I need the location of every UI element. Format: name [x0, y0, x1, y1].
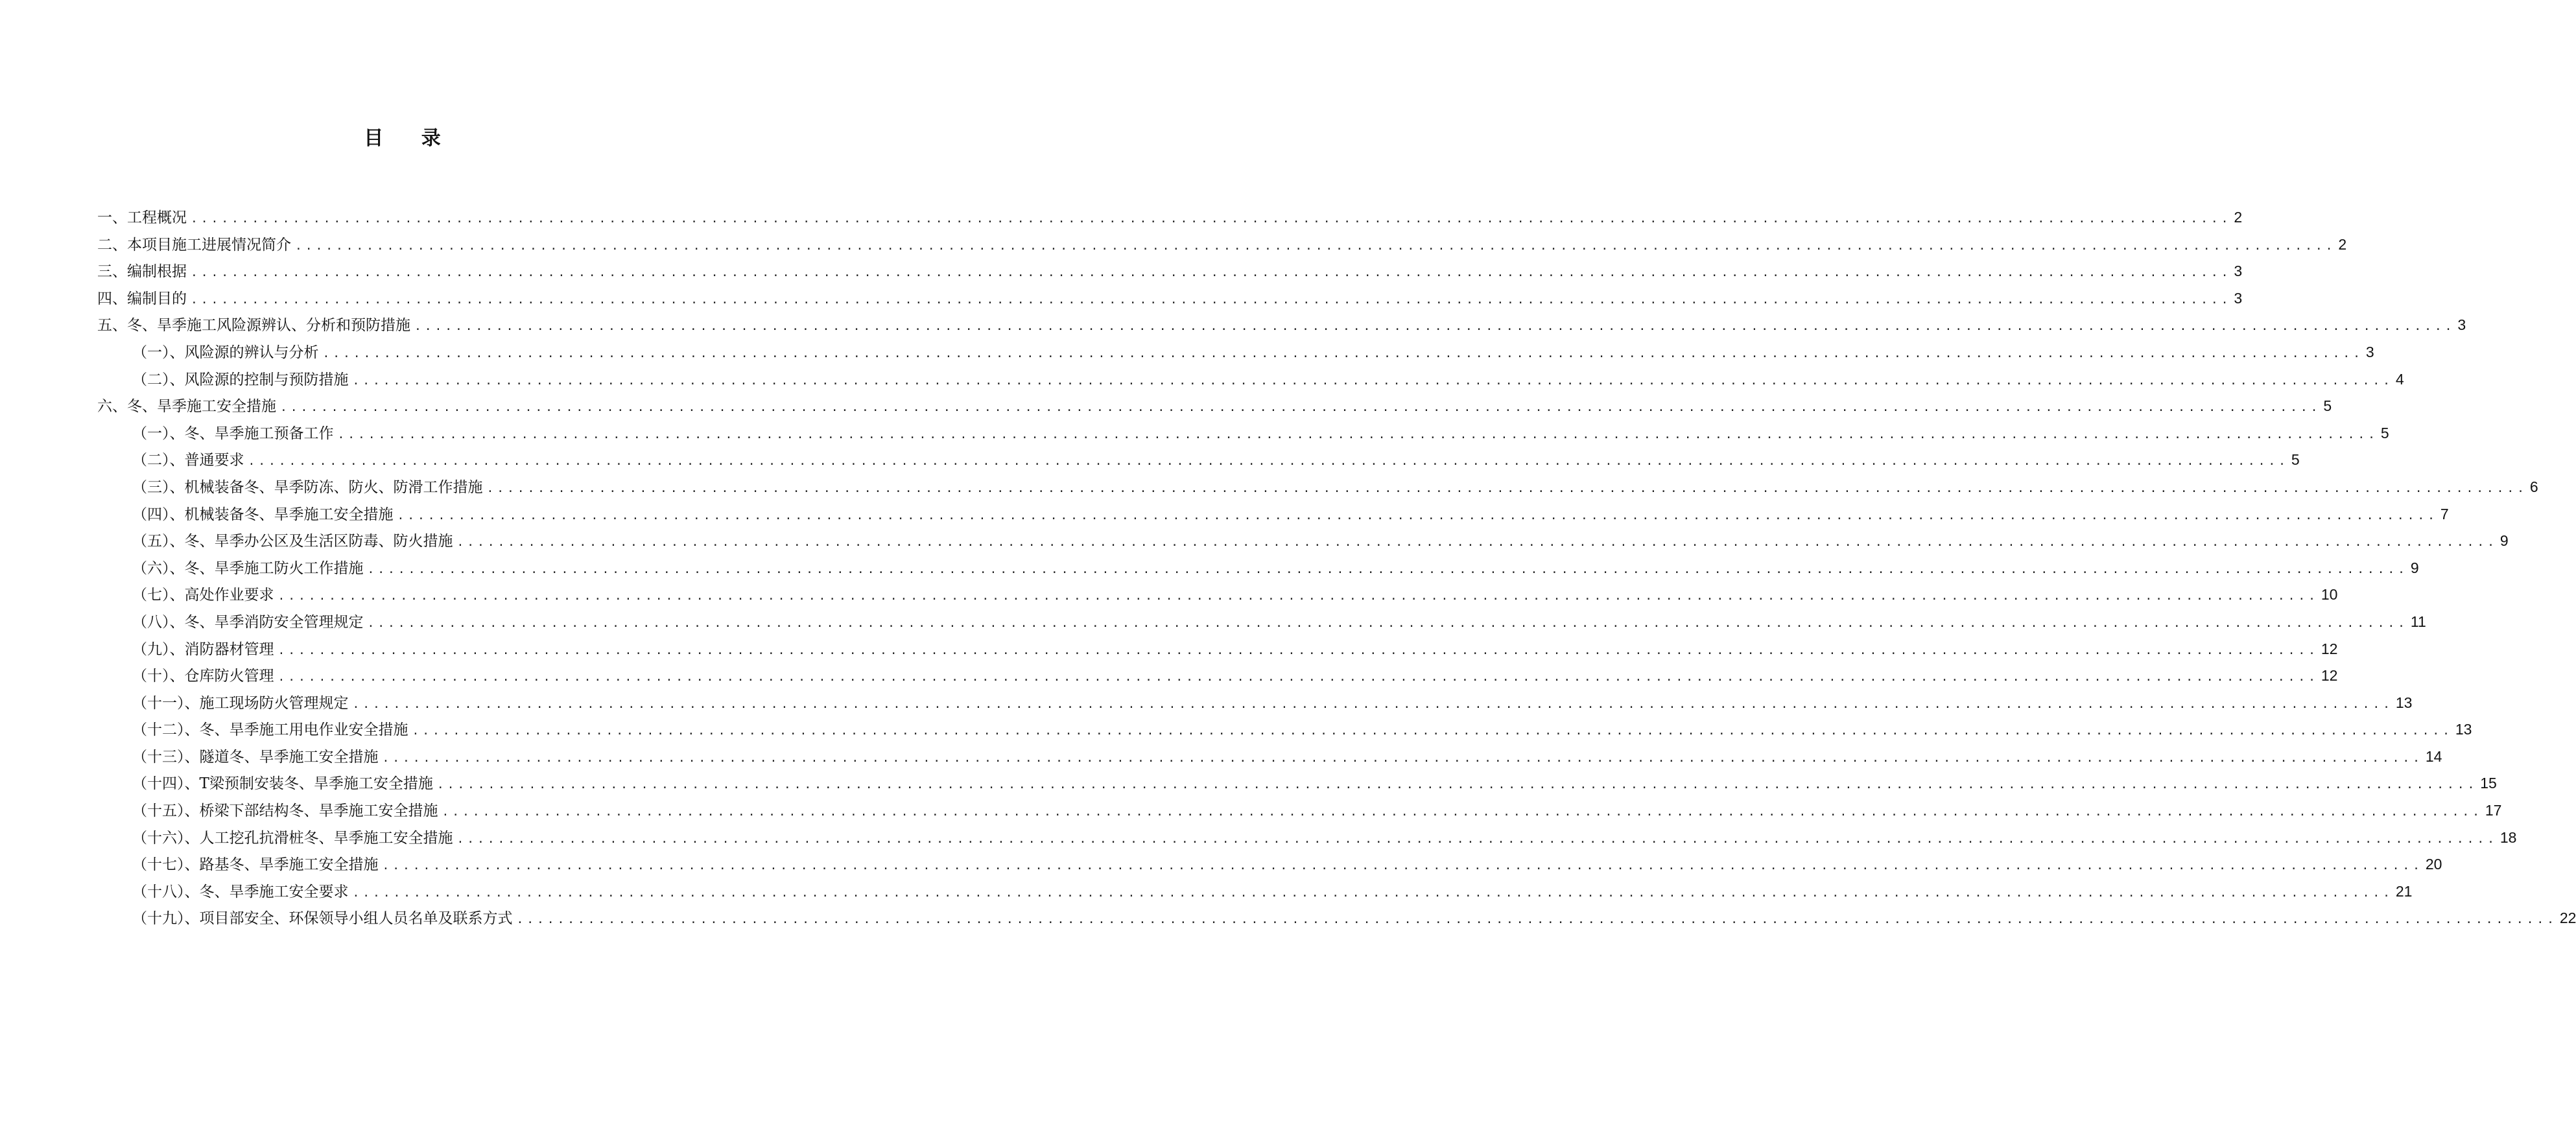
toc-entry-label: （十一）、施工现场防火管理规定	[132, 694, 349, 712]
toc-entry-page-number: 2	[2338, 235, 2347, 253]
toc-entry-label: 四、编制目的	[97, 290, 187, 307]
toc-entry-page-number: 9	[2499, 532, 2509, 550]
page-title: 目 录	[364, 127, 456, 150]
toc-entry[interactable]	[97, 609, 2426, 636]
toc-entry-label: （一）、风险源的辨认与分析	[132, 344, 319, 361]
toc-entry[interactable]	[97, 285, 2243, 312]
toc-entry-page-number: 6	[2529, 478, 2538, 495]
toc-entry[interactable]	[97, 581, 2338, 609]
toc-entry-page-number: 5	[2291, 451, 2300, 469]
toc-entry[interactable]	[97, 690, 2413, 717]
dot-leader: ........................................................................................................................................................................................................	[278, 589, 2319, 604]
toc-entry-label: （十六）、人工挖孔抗滑桩冬、旱季施工安全措施	[132, 829, 453, 847]
dot-leader: ........................................................................................................................................................................................................	[442, 805, 2483, 819]
toc-entry-page-number: 3	[2457, 316, 2466, 334]
toc-entry-label: （三）、机械装备冬、旱季防冻、防火、防滑工作措施	[132, 478, 483, 496]
toc-entry-label: 三、编制根据	[97, 263, 187, 281]
dot-leader: ........................................................................................................................................................................................................	[382, 751, 2423, 765]
toc-entry-label: （十八）、冬、旱季施工安全要求	[132, 883, 349, 900]
dot-leader: ........................................................................................................................................................................................................	[456, 535, 2498, 550]
toc-entry-label: （七）、高处作业要求	[132, 587, 274, 604]
toc-entry-page-number: 13	[2455, 721, 2472, 738]
toc-entry-label: （九）、消防器材管理	[132, 640, 274, 658]
dot-leader: ........................................................................................................................................................................................................	[278, 643, 2319, 657]
toc-entry-label: （十）、仓库防火管理	[132, 668, 274, 685]
toc-entry[interactable]	[97, 744, 2442, 771]
toc-entry-page-number: 5	[2323, 397, 2332, 415]
toc-entry-page-number: 20	[2425, 856, 2442, 873]
dot-leader: ........................................................................................................................................................................................................	[191, 266, 2232, 280]
toc-entry[interactable]	[97, 555, 2419, 582]
toc-entry-label: （十九）、项目部安全、环保领导小组人员名单及联系方式	[132, 910, 513, 928]
dot-leader: ........................................................................................................................................................................................................	[397, 508, 2438, 522]
toc-entry[interactable]	[97, 636, 2338, 663]
dot-leader: ........................................................................................................................................................................................................	[436, 778, 2478, 792]
toc-entry[interactable]	[97, 662, 2338, 690]
dot-leader: ........................................................................................................................................................................................................	[248, 454, 2289, 469]
toc-entry-label: （二）、风险源的控制与预防措施	[132, 371, 349, 388]
toc-entry-page-number: 13	[2395, 694, 2413, 711]
toc-entry-label: （十二）、冬、旱季施工用电作业安全措施	[132, 721, 408, 739]
toc-entry[interactable]	[97, 447, 2300, 474]
toc-entry-label: （一）、冬、旱季施工预备工作	[132, 425, 334, 442]
toc-entry[interactable]	[97, 231, 2347, 259]
toc-entry-page-number: 3	[2365, 343, 2374, 360]
toc-entry-label: （八）、冬、旱季消防安全管理规定	[132, 613, 364, 631]
toc-entry-page-number: 15	[2480, 775, 2497, 792]
dot-leader: ........................................................................................................................................................................................................	[322, 346, 2363, 360]
toc-entry-label: （十三）、隧道冬、旱季施工安全措施	[132, 748, 379, 766]
toc-entry[interactable]	[97, 716, 2472, 744]
toc-entry[interactable]	[97, 528, 2509, 555]
toc-entry-page-number: 14	[2425, 747, 2442, 765]
toc-entry-label: （十五）、桥梁下部结构冬、旱季施工安全措施	[132, 803, 438, 820]
toc-entry-page-number: 12	[2321, 640, 2338, 657]
dot-leader: ........................................................................................................................................................................................................	[337, 427, 2378, 441]
dot-leader: ........................................................................................................................................................................................................	[191, 292, 2232, 307]
dot-leader: ........................................................................................................................................................................................................	[191, 212, 2232, 226]
toc-entry-page-number: 9	[2410, 559, 2419, 576]
dot-leader: ........................................................................................................................................................................................................	[278, 670, 2319, 685]
toc-entry-page-number: 4	[2395, 370, 2404, 388]
toc-entry-label: （十四）、T梁预制安装冬、旱季施工安全措施	[132, 775, 433, 793]
dot-leader: ........................................................................................................................................................................................................	[412, 724, 2453, 738]
toc-entry[interactable]	[97, 770, 2497, 797]
toc-entry[interactable]	[97, 204, 2243, 231]
toc-entry-page-number: 11	[2410, 613, 2426, 630]
dot-leader: ........................................................................................................................................................................................................	[352, 697, 2393, 711]
toc-entry-label: （十七）、路基冬、旱季施工安全措施	[132, 856, 379, 874]
toc-entry-label: （五）、冬、旱季办公区及生活区防毒、防火措施	[132, 533, 453, 550]
toc-entry-page-number: 3	[2234, 289, 2243, 307]
toc-entry[interactable]	[97, 312, 2466, 339]
toc-entry-page-number: 10	[2321, 586, 2338, 604]
dot-leader: ........................................................................................................................................................................................................	[352, 885, 2393, 900]
toc-entry-label: （六）、冬、旱季施工防火工作措施	[132, 559, 364, 577]
dot-leader: ........................................................................................................................................................................................................	[367, 616, 2408, 630]
dot-leader: ........................................................................................................................................................................................................	[352, 373, 2393, 388]
toc-entry[interactable]	[97, 393, 2332, 420]
toc-entry[interactable]	[97, 878, 2413, 906]
toc-entry[interactable]	[97, 258, 2243, 285]
toc-entry-page-number: 17	[2485, 802, 2502, 819]
toc-entry[interactable]	[97, 905, 2576, 932]
toc-entry[interactable]	[97, 420, 2389, 447]
toc-entry-page-number: 12	[2321, 667, 2338, 685]
toc-entry[interactable]	[97, 825, 2517, 852]
toc-entry-page-number: 2	[2234, 209, 2243, 226]
dot-leader: ........................................................................................................................................................................................................	[295, 239, 2336, 253]
toc-entry-page-number: 3	[2234, 263, 2243, 280]
toc-entry-label: 二、本项目施工进展情况简介	[97, 236, 291, 253]
dot-leader: ........................................................................................................................................................................................................	[414, 320, 2455, 334]
toc-entry-page-number: 5	[2380, 424, 2389, 441]
toc-entry-page-number: 21	[2395, 882, 2413, 900]
toc-entry-label: 六、冬、旱季施工安全措施	[97, 398, 276, 416]
toc-entry[interactable]	[97, 339, 2374, 366]
toc-entry[interactable]	[97, 501, 2449, 528]
dot-leader: ........................................................................................................................................................................................................	[516, 913, 2557, 927]
dot-leader: ........................................................................................................................................................................................................	[382, 859, 2423, 873]
toc-entry-label: （二）、普通要求	[132, 452, 244, 469]
toc-entry[interactable]	[97, 474, 2538, 501]
toc-entry-label: （四）、机械装备冬、旱季施工安全措施	[132, 506, 394, 523]
dot-leader: ........................................................................................................................................................................................................	[280, 401, 2321, 415]
toc-entry[interactable]	[97, 851, 2442, 878]
toc-entry-page-number: 18	[2499, 828, 2517, 846]
toc-entry[interactable]	[97, 797, 2502, 825]
toc-entry-page-number: 7	[2440, 505, 2449, 522]
toc-entry[interactable]	[97, 366, 2404, 393]
dot-leader: ........................................................................................................................................................................................................	[367, 562, 2408, 576]
dot-leader: ........................................................................................................................................................................................................	[456, 832, 2498, 846]
toc-entry-page-number: 22	[2559, 909, 2576, 927]
table-of-contents	[97, 204, 2576, 932]
toc-entry-label: 一、工程概况	[97, 209, 187, 226]
dot-leader: ........................................................................................................................................................................................................	[486, 481, 2527, 495]
toc-entry-label: 五、冬、旱季施工风险源辨认、分析和预防措施	[97, 317, 410, 334]
